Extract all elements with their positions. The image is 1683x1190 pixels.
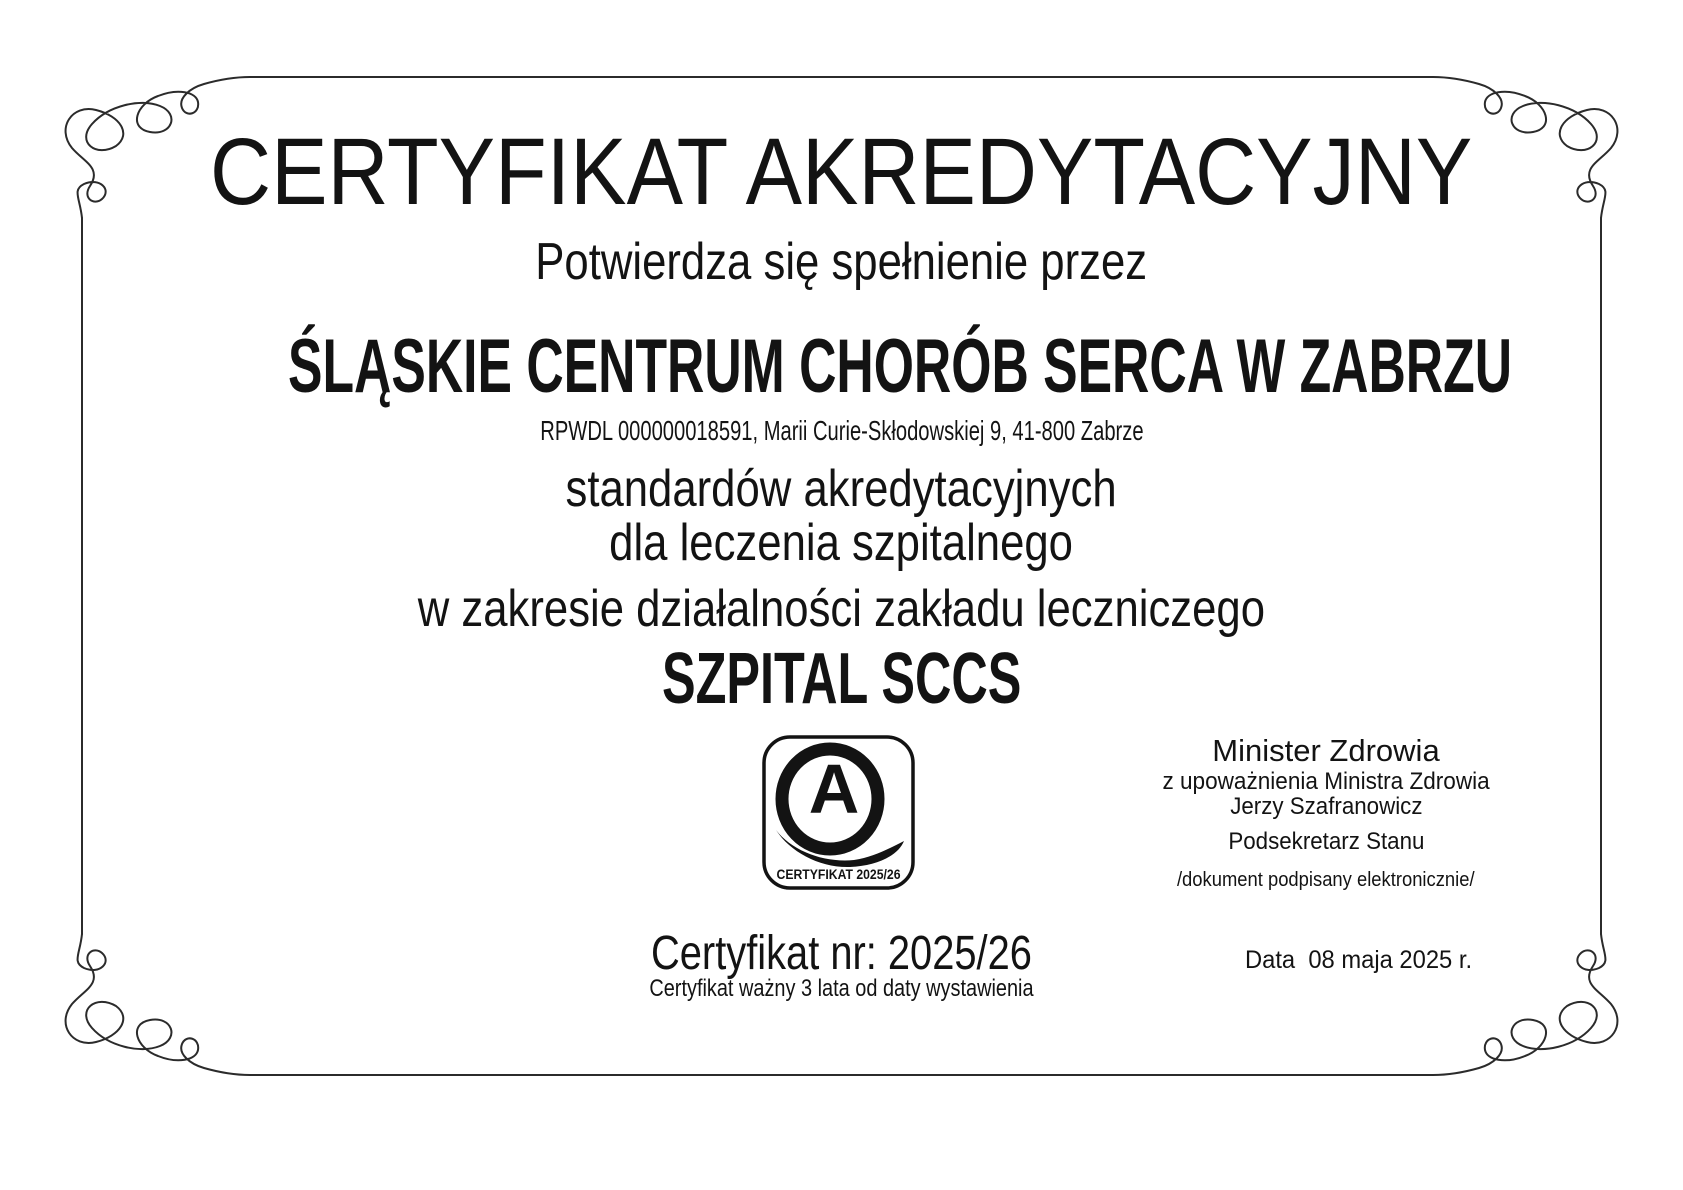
standards-line-1: standardów akredytacyjnych [565, 460, 1118, 518]
signature-signer-name: Jerzy Szafranowicz [1229, 793, 1423, 820]
organization-name: ŚLĄSKIE CENTRUM CHORÓB SERCA W ZABRZU [288, 324, 1513, 409]
signature-authorization: z upoważnienia Ministra Zdrowia [1162, 768, 1490, 795]
intro-line: Potwierdza się spełnienie przez [535, 233, 1148, 291]
qa-monogram-logo [762, 735, 915, 890]
certificate-title [0, 119, 1683, 225]
electronic-signature-note: /dokument podpisany elektronicznie/ [1177, 869, 1475, 891]
certificate-validity: Certyfikat ważny 3 lata od daty wystawienia [649, 975, 1034, 1002]
signature-authority: Minister Zdrowia [1212, 733, 1440, 768]
organization-details: RPWDL 000000018591, Marii Curie-Skłodowskiej 9, 41-800 Zabrze [539, 415, 1144, 446]
logo-caption: CERTYFIKAT 2025/26 [776, 867, 901, 882]
certificate-title-text: CERTYFIKAT AKREDYTACYJNY [210, 119, 1473, 225]
monogram-a-letter: A [808, 750, 860, 828]
signature-date: Data 08 maja 2025 r. [1245, 946, 1473, 974]
certificate-number: Certyfikat nr: 2025/26 [651, 927, 1032, 980]
standards-line-2: dla leczenia szpitalnego [609, 514, 1074, 572]
facility-name: SZPITAL SCCS [661, 639, 1022, 719]
signature-signer-title: Podsekretarz Stanu [1227, 828, 1425, 855]
scope-line: w zakresie działalności zakładu leczniczego [417, 580, 1266, 638]
